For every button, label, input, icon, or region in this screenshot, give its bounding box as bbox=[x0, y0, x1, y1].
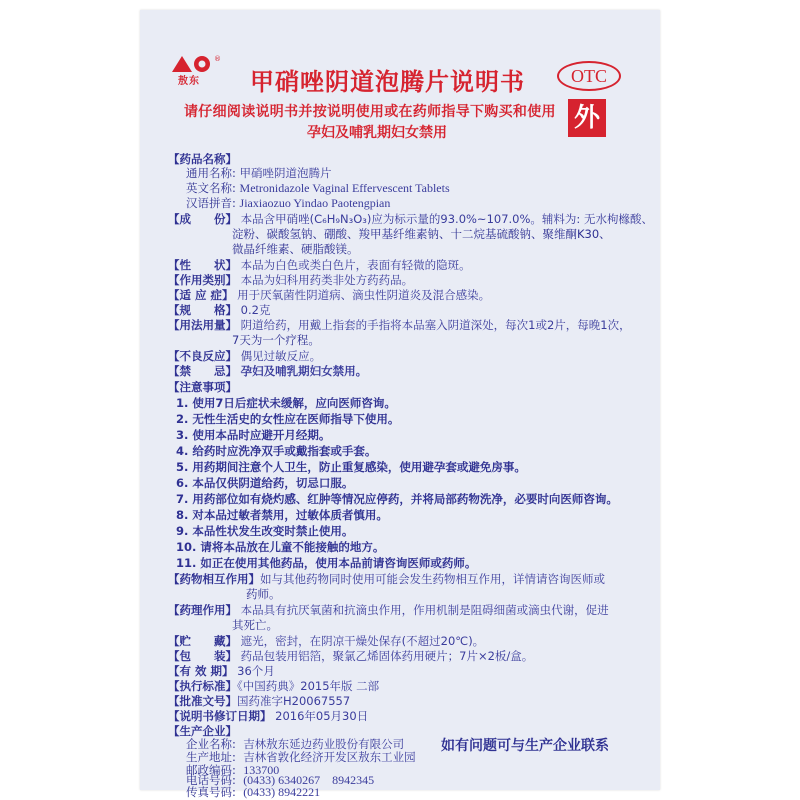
dosage-row: 【用法用量】 阴道给药，用戴上指套的手指将本品塞入阴道深处，每次1或2片，每晚1次， bbox=[168, 318, 631, 332]
properties-row: 【性 状】 本品为白色或类白色片，表面有轻微的隐斑。 bbox=[168, 258, 471, 272]
contact-note: 如有问题可与生产企业联系 bbox=[441, 738, 609, 754]
warning-line-1: 请仔细阅读说明书并按说明使用或在药师指导下购买和使用 bbox=[184, 104, 556, 120]
pharmacology-row: 【药理作用】 本品具有抗厌氧菌和抗滴虫作用，作用机制是阻碍细菌或滴虫代谢，促进 bbox=[168, 603, 609, 617]
english-name-row: 英文名称: Metronidazole Vaginal Effervescent Tablets bbox=[186, 181, 450, 195]
otc-badge: OTC bbox=[557, 61, 621, 91]
pinyin-row: 汉语拼音: Jiaxiaozuo Yindao Paotengpian bbox=[186, 196, 391, 210]
brand-logo-text: 敖东 bbox=[178, 76, 200, 87]
precaution-item: 6. 本品仅供阴道给药，切忌口服。 bbox=[176, 476, 354, 490]
storage-row: 【贮 藏】 遮光，密封，在阴凉干燥处保存(不超过20℃)。 bbox=[168, 634, 485, 648]
precaution-item: 1. 使用7日后症状未缓解，应向医师咨询。 bbox=[176, 396, 396, 410]
package-row: 【包 装】 药品包装用铝箔，聚氯乙烯固体药用硬片；7片×2板/盒。 bbox=[168, 649, 534, 663]
precaution-item: 2. 无性生活史的女性应在医师指导下使用。 bbox=[176, 412, 400, 426]
precaution-item: 9. 本品性状发生改变时禁止使用。 bbox=[176, 524, 354, 538]
warning-line-2: 孕妇及哺乳期妇女禁用 bbox=[307, 125, 447, 141]
external-use-badge: 外 bbox=[568, 99, 606, 137]
precaution-item: 11. 如正在使用其他药品，使用本品前请咨询医师或药师。 bbox=[176, 556, 477, 570]
manufacturer-postcode-row: 邮政编码: 133700 bbox=[186, 763, 280, 777]
generic-name-row: 通用名称: 甲硝唑阴道泡腾片 bbox=[186, 166, 332, 180]
drug-name-heading: 【药品名称】 bbox=[168, 152, 237, 166]
ingredients-row: 【成 份】 本品含甲硝唑(C₆H₉N₃O₃)应为标示量的93.0%~107.0%。辅料为: 无水枸橼酸、 bbox=[168, 212, 653, 226]
precaution-item: 8. 对本品过敏者禁用，过敏体质者慎用。 bbox=[176, 508, 388, 522]
precaution-item: 7. 用药部位如有烧灼感、红肿等情况应停药，并将局部药物洗净，必要时向医师咨询。 bbox=[176, 492, 618, 506]
contraindications-row: 【禁 忌】 孕妇及哺乳期妇女禁用。 bbox=[168, 364, 368, 378]
manufacturer-phone-row: 电话号码: (0433) 6340267 8942345 bbox=[186, 773, 375, 787]
pharmacology-line-2: 其死亡。 bbox=[232, 618, 278, 632]
manufacturer-heading: 【生产企业】 bbox=[168, 724, 237, 738]
precautions-heading: 【注意事项】 bbox=[168, 380, 237, 394]
precaution-item: 3. 使用本品时应避开月经期。 bbox=[176, 428, 331, 442]
manufacturer-fax-row: 传真号码: (0433) 8942221 bbox=[186, 785, 321, 799]
manufacturer-name-row: 企业名称: 吉林敖东延边药业股份有限公司 bbox=[186, 737, 405, 751]
manufacturer-address-row: 生产地址: 吉林省敦化经济开发区敖东工业园 bbox=[186, 750, 416, 764]
adverse-row: 【不良反应】 偶见过敏反应。 bbox=[168, 349, 322, 363]
ingredients-line-2: 淀粉、碳酸氢钠、硼酸、羧甲基纤维素钠、十二烷基硫酸钠、聚维酮K30、 bbox=[232, 227, 611, 241]
spec-row: 【规 格】 0.2克 bbox=[168, 303, 271, 317]
precaution-item: 10. 请将本品放在儿童不能接触的地方。 bbox=[176, 540, 385, 554]
page-title: 甲硝唑阴道泡腾片说明书 bbox=[250, 68, 525, 96]
precaution-item: 5. 用药期间注意个人卫生，防止重复感染，使用避孕套或避免房事。 bbox=[176, 460, 526, 474]
svg-text:®: ® bbox=[214, 55, 221, 63]
approval-row: 【批准文号】国药准字H20067557 bbox=[168, 694, 351, 708]
precaution-item: 4. 给药时应洗净双手或戴指套或手套。 bbox=[176, 444, 377, 458]
interactions-row: 【药物相互作用】如与其他药物同时使用可能会发生药物相互作用，详情请咨询医师或 bbox=[168, 572, 605, 586]
revision-row: 【说明书修订日期】 2016年05月30日 bbox=[168, 709, 369, 723]
dosage-line-2: 7天为一个疗程。 bbox=[232, 333, 320, 347]
ingredients-line-3: 微晶纤维素、硬脂酸镁。 bbox=[232, 242, 359, 256]
validity-row: 【有 效 期】 36个月 bbox=[168, 664, 275, 678]
category-row: 【作用类别】 本品为妇科用药类非处方药药品。 bbox=[168, 273, 414, 287]
interactions-line-2: 药师。 bbox=[246, 587, 281, 601]
standard-row: 【执行标准】《中国药典》2015年版 二部 bbox=[168, 679, 380, 693]
indications-row: 【适 应 症】 用于厌氧菌性阴道病、滴虫性阴道炎及混合感染。 bbox=[168, 288, 491, 302]
